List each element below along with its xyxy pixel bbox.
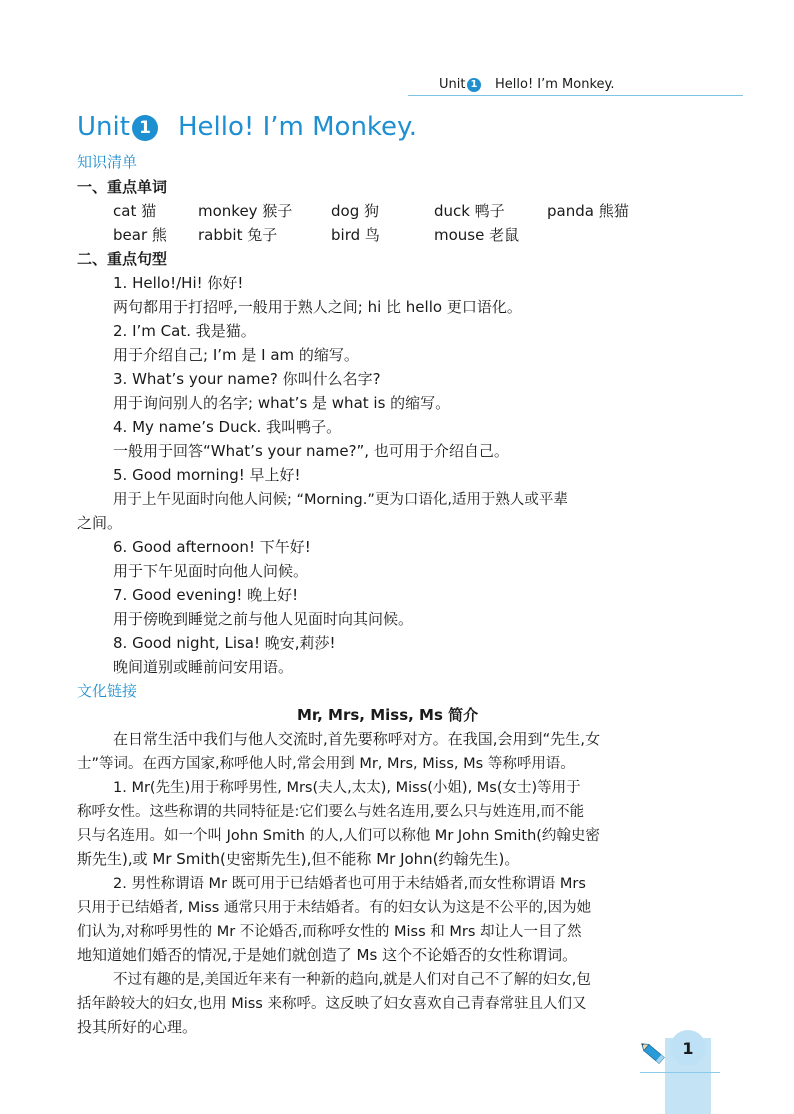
culture-line: 2. 男性称谓语 Mr 既可用于已结婚者也可用于未结婚者,而女性称谓语 Mrs (113, 876, 586, 892)
section-knowledge: 知识清单 (77, 153, 138, 171)
culture-line: 投其所好的心理。 (77, 1018, 198, 1036)
sentence-line: 8. Good night, Lisa! 晚安,莉莎! (113, 634, 336, 652)
word-item: bird 鸟 (331, 226, 380, 244)
header-unit-label: Unit (439, 77, 466, 92)
header-unit-number-badge: 1 (467, 78, 481, 92)
culture-line: 只用于已结婚者, Miss 通常只用于未结婚者。有的妇女认为这是不公平的,因为她 (77, 900, 592, 916)
sentence-note-cont: 之间。 (77, 514, 123, 532)
header-title: Hello! I’m Monkey. (495, 77, 615, 92)
sentence-line: 7. Good evening! 晚上好! (113, 586, 299, 604)
sentence-note: 用于询问别人的名字; what’s 是 what is 的缩写。 (113, 394, 451, 412)
word-item: rabbit 兔子 (198, 226, 278, 244)
heading-key-words: 一、重点单词 (77, 178, 168, 196)
footer-rule (640, 1072, 720, 1073)
sentence-line: 3. What’s your name? 你叫什么名字? (113, 370, 381, 388)
sentence-line: 5. Good morning! 早上好! (113, 466, 301, 484)
culture-line: 在日常生活中我们与他人交流时,首先要称呼对方。在我国,会用到“先生,女 (113, 730, 601, 748)
sentence-note: 用于上午见面时向他人问候; “Morning.”更为口语化,适用于熟人或平辈 (113, 492, 568, 508)
word-item: monkey 猴子 (198, 202, 293, 220)
culture-line: 地知道她们婚否的情况,于是她们就创造了 Ms 这个不论婚否的女性称谓词。 (77, 946, 578, 964)
culture-line: 斯先生),或 Mr Smith(史密斯先生),但不能称 Mr John(约翰先生)。 (77, 850, 520, 868)
sentence-note: 晚间道别或睡前问安用语。 (113, 658, 294, 676)
unit-label: Unit (77, 112, 130, 142)
heading-key-sentences: 二、重点句型 (77, 250, 168, 268)
sentence-note: 用于介绍自己; I’m 是 I am 的缩写。 (113, 346, 359, 364)
unit-number-badge: 1 (132, 115, 158, 141)
culture-line: 称呼女性。这些称谓的共同特征是:它们要么与姓名连用,要么只与姓连用,而不能 (77, 804, 585, 820)
word-item: dog 狗 (331, 202, 379, 220)
header-rule (408, 95, 743, 96)
sentence-line: 4. My name’s Duck. 我叫鸭子。 (113, 418, 342, 436)
culture-line: 们认为,对称呼男性的 Mr 不论婚否,而称呼女性的 Miss 和 Mrs 却让人一目了然 (77, 924, 582, 940)
sentence-note: 用于下午见面时向他人问候。 (113, 562, 309, 580)
sentence-line: 2. I’m Cat. 我是猫。 (113, 322, 256, 340)
page-number: 1 (682, 1039, 694, 1058)
word-item: panda 熊猫 (547, 202, 629, 220)
unit-title: Hello! I’m Monkey. (178, 112, 418, 142)
word-item: mouse 老鼠 (434, 226, 520, 244)
word-item: cat 猫 (113, 202, 157, 220)
culture-title: Mr, Mrs, Miss, Ms 简介 (297, 706, 479, 724)
sentence-line: 6. Good afternoon! 下午好! (113, 538, 311, 556)
culture-line: 不过有趣的是,美国近年来有一种新的趋向,就是人们对自己不了解的妇女,包 (113, 972, 591, 988)
sentence-line: 1. Hello!/Hi! 你好! (113, 274, 244, 292)
sentence-note: 用于傍晚到睡觉之前与他人见面时向其问候。 (113, 610, 414, 628)
word-item: bear 熊 (113, 226, 167, 244)
section-culture: 文化链接 (77, 682, 138, 700)
culture-line: 士”等词。在西方国家,称呼他人时,常会用到 Mr, Mrs, Miss, Ms 等称呼用语。 (77, 756, 575, 772)
culture-line: 只与名连用。如一个叫 John Smith 的人,人们可以称他 Mr John Smith(约翰史密 (77, 828, 600, 844)
culture-line: 1. Mr(先生)用于称呼男性, Mrs(夫人,太太), Miss(小姐), Ms(女士)等用于 (113, 780, 581, 796)
word-item: duck 鸭子 (434, 202, 505, 220)
sentence-note: 两句都用于打招呼,一般用于熟人之间; hi 比 hello 更口语化。 (113, 298, 522, 316)
culture-line: 括年龄较大的妇女,也用 Miss 来称呼。这反映了妇女喜欢自己青春常驻且人们又 (77, 996, 587, 1012)
sentence-note: 一般用于回答“What’s your name?”, 也可用于介绍自己。 (113, 442, 509, 460)
pencil-icon (636, 1040, 672, 1068)
